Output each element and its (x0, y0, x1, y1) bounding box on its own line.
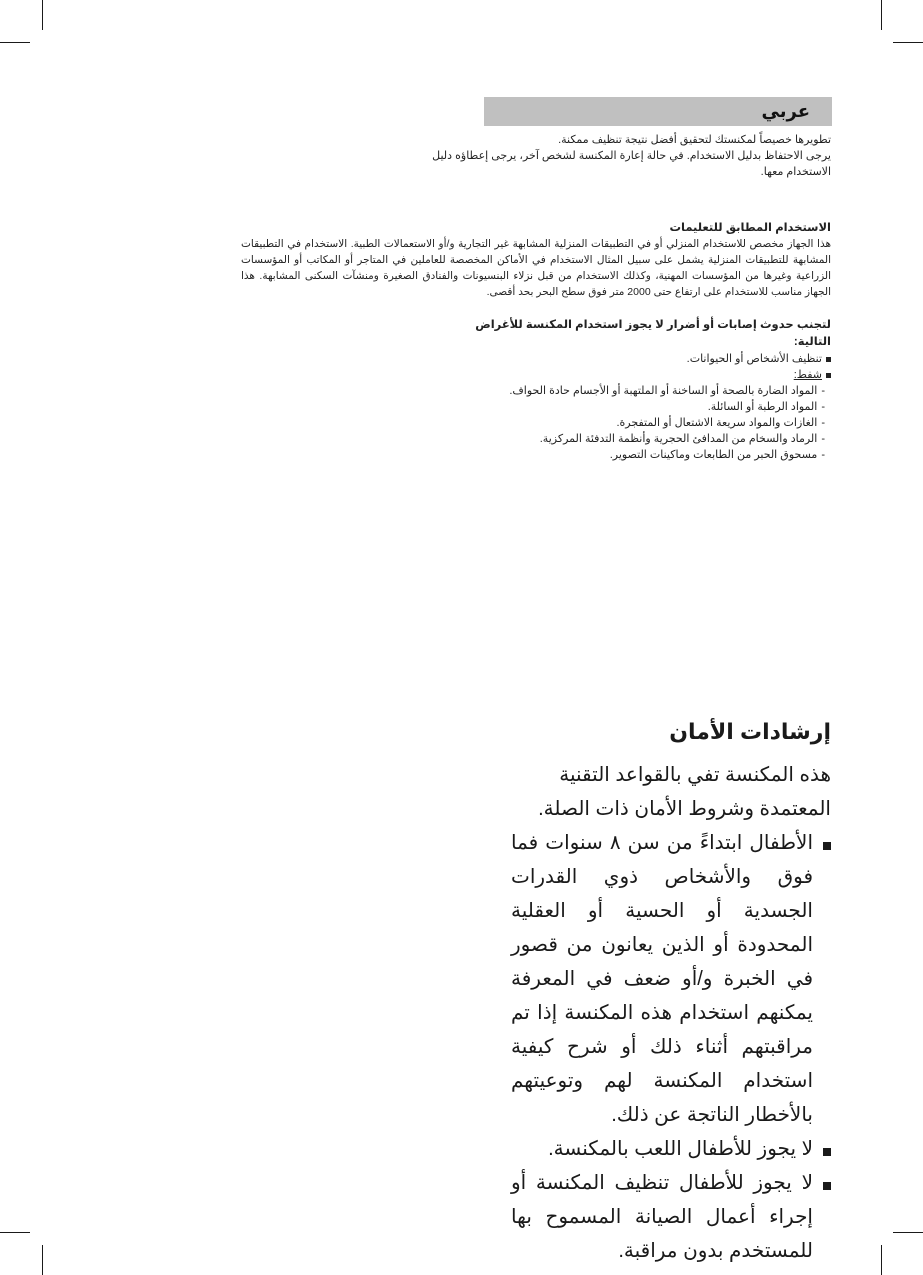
square-bullet-icon (826, 357, 831, 362)
language-header-bar (484, 97, 832, 126)
crop-mark-top-right-horizontal (893, 42, 923, 43)
intro-line: يرجى الاحتفاظ بدليل الاستخدام. في حالة إعارة المكنسة لشخص آخر، يرجى إعطاؤه دليل الاستخدام معها. (432, 150, 831, 178)
square-bullet-icon (823, 1182, 831, 1190)
crop-mark-bottom-left-vertical (42, 1245, 43, 1275)
intended-use-section (241, 220, 831, 300)
prohibited-bullets (471, 351, 831, 383)
square-bullet-icon (823, 842, 831, 850)
list-item: تنظيف الأشخاص أو الحيوانات. (471, 351, 831, 367)
intro-paragraph (431, 132, 831, 180)
intended-use-body: هذا الجهاز مخصص للاستخدام المنزلي أو في التطبيقات المنزلية المشابهة غير التجارية و/أو الاستعمالات الطبية. الاستخدام في التطبيقات المشابهة للتطبيقات المنزلية يشمل على سبيل المثال الاستخدام في الأماكن المخصصة للعاملين في المتاجر أو المكاتب أو المؤسسات الزراعية وغيرها من المؤسسات المهنية، وكذلك الاستخدام من قبل نزلاء البنسيونات والفنادق الصغيرة ومنشآت السكنى المشابهة. هذا الجهاز مناسب للاستخدام على ارتفاع حتى 2000 متر فوق سطح البحر بحد أقصى. (241, 238, 831, 298)
crop-mark-top-left-vertical (42, 0, 43, 30)
square-bullet-icon (826, 373, 831, 378)
crop-mark-top-right-vertical (881, 0, 882, 30)
safety-heading: إرشادات الأمان (669, 719, 831, 744)
crop-mark-bottom-right-horizontal (893, 1232, 923, 1233)
safety-instructions-section (511, 712, 831, 1268)
list-item: -المواد الرطبة أو السائلة. (707, 401, 825, 413)
square-bullet-icon (823, 1148, 831, 1156)
list-item: -الرماد والسخام من المدافئ الحجرية وأنظمة التدفئة المركزية. (539, 433, 825, 445)
intended-use-title: الاستخدام المطابق للتعليمات (669, 222, 831, 234)
language-label: عربي (761, 101, 810, 121)
crop-mark-top-left-horizontal (0, 42, 30, 43)
prohibited-uses-section (471, 317, 831, 463)
safety-bullets (511, 826, 831, 1268)
intro-line: تطويرها خصيصاً لمكنستك لتحقيق أفضل نتيجة تنظيف ممكنة. (558, 134, 831, 146)
list-item: -الغازات والمواد سريعة الاشتعال أو المتفجرة. (616, 417, 825, 429)
list-item: -المواد الضارة بالصحة أو الساخنة أو الملتهبة أو الأجسام حادة الحواف. (509, 385, 825, 397)
prohibited-uses-title: لتجنب حدوث إصابات أو أضرار لا يجوز استخدام المكنسة للأغراض التالية: (475, 319, 831, 348)
crop-mark-bottom-right-vertical (881, 1245, 882, 1275)
crop-mark-bottom-left-horizontal (0, 1232, 30, 1233)
suction-items-list (471, 383, 831, 463)
list-item: لا يجوز للأطفال تنظيف المكنسة أو إجراء أعمال الصيانة المسموح بها للمستخدم بدون مراقبة. (511, 1166, 831, 1268)
list-item: لا يجوز للأطفال اللعب بالمكنسة. (511, 1132, 831, 1166)
list-item: شفط: (471, 367, 831, 383)
list-item: -مسحوق الحبر من الطابعات وماكينات التصوير. (609, 449, 825, 461)
safety-lead: هذه المكنسة تفي بالقواعد التقنية المعتمدة وشروط الأمان ذات الصلة. (538, 764, 831, 820)
list-item: الأطفال ابتداءً من سن ٨ سنوات فما فوق والأشخاص ذوي القدرات الجسدية أو الحسية أو العقلية المحدودة أو الذين يعانون من قصور في الخبرة و/أو ضعف في المعرفة يمكنهم استخدام هذه المكنسة إذا تم مراقبتهم أثناء ذلك أو شرح كيفية استخدام المكنسة لهم وتوعيتهم بالأخطار الناتجة عن ذلك. (511, 826, 831, 1132)
